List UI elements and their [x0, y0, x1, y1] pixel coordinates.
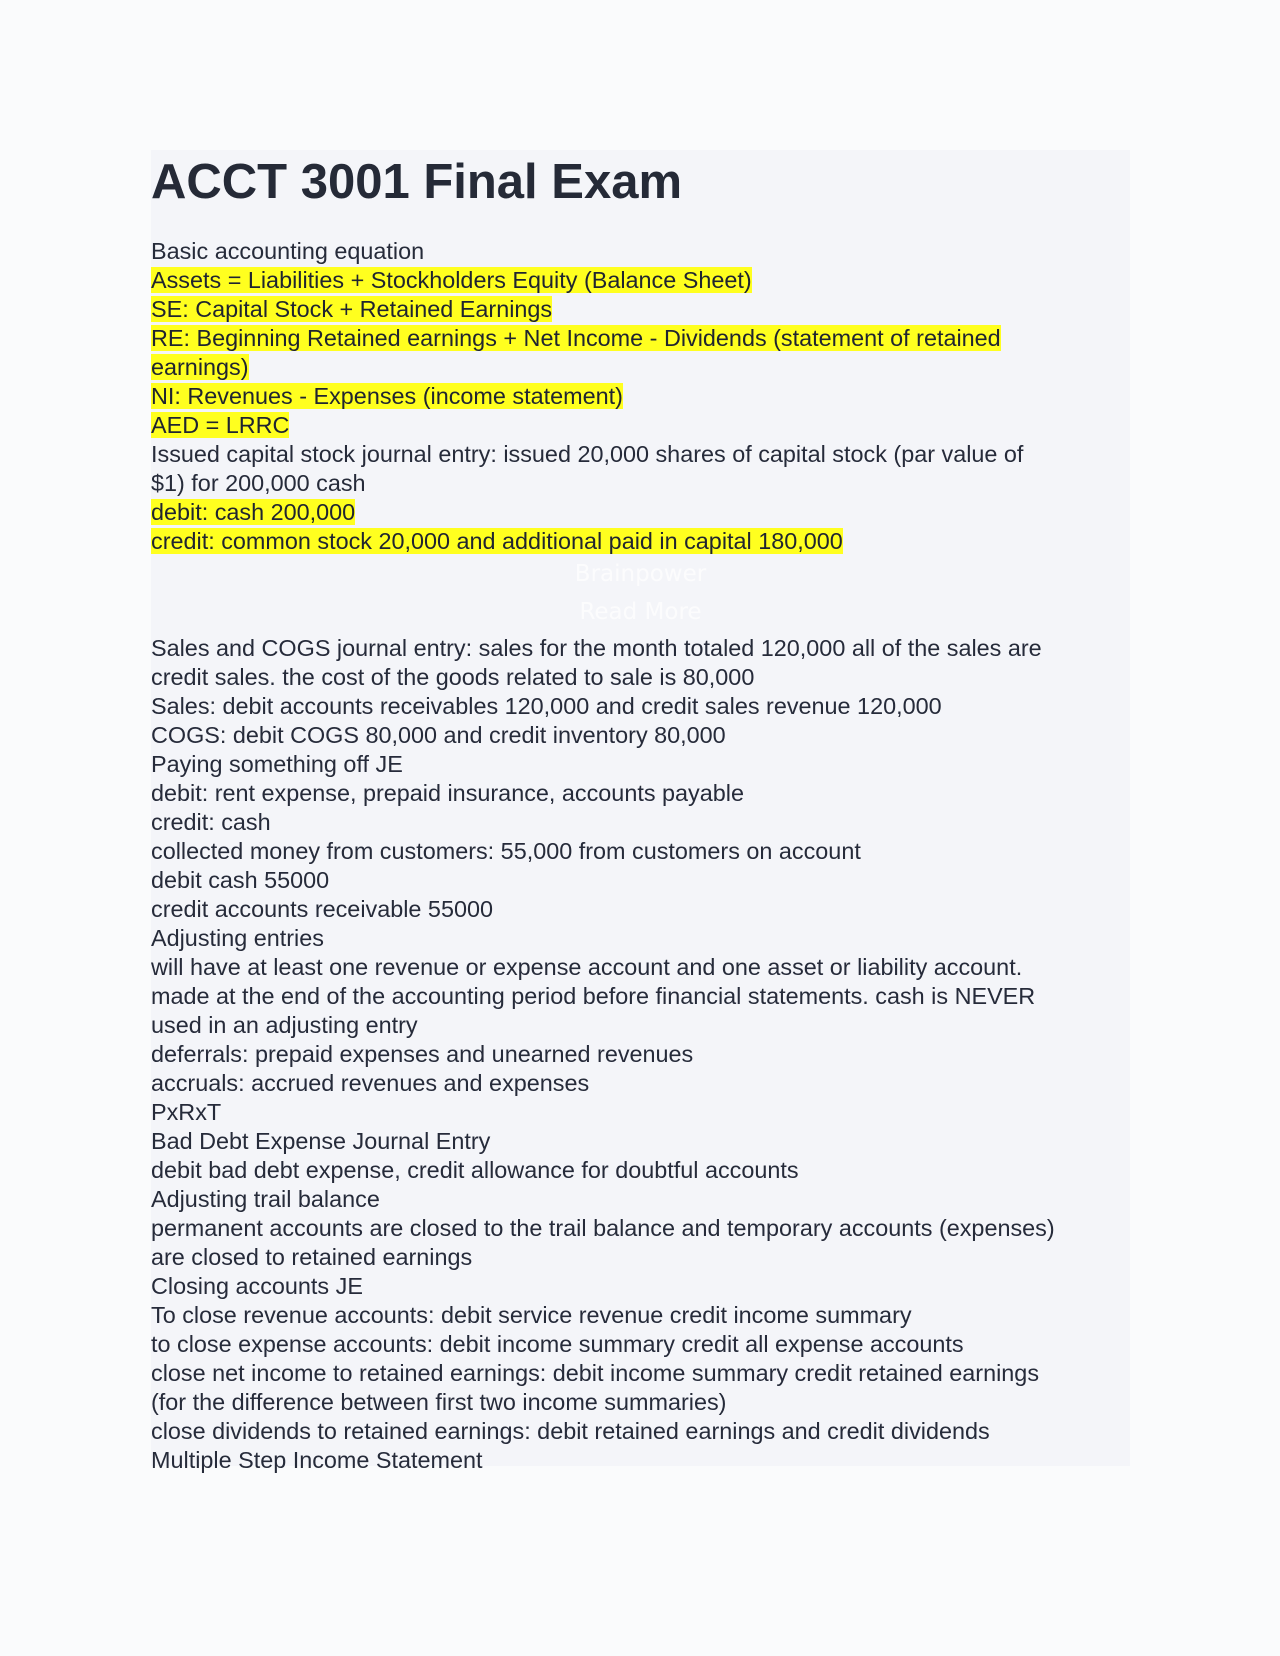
text-line: Adjusting entries — [151, 925, 324, 951]
text-line: debit: rent expense, prepaid insurance, accounts payable — [151, 780, 744, 806]
text-line: close net income to retained earnings: debit income summary credit retained earnings — [151, 1360, 1040, 1386]
text-line: Bad Debt Expense Journal Entry — [151, 1128, 491, 1154]
text-line: credit accounts receivable 55000 — [151, 896, 493, 922]
highlighted-text: credit: common stock 20,000 and additional paid in capital 180,000 — [151, 528, 843, 554]
text-line: debit cash 55000 — [151, 867, 330, 893]
text-line — [151, 266, 1130, 295]
text-line: to close expense accounts: debit income summary credit all expense accounts — [151, 1331, 964, 1357]
text-line: collected money from customers: 55,000 from customers on account — [151, 838, 861, 864]
highlighted-text: debit: cash 200,000 — [151, 499, 356, 525]
text-line — [151, 527, 1130, 556]
text-line — [151, 353, 1130, 382]
document-title: ACCT 3001 Final Exam — [151, 155, 683, 209]
text-line: Multiple Step Income Statement — [151, 1447, 483, 1473]
overlay-brand: Brainpower — [574, 561, 707, 587]
read-more-link[interactable]: Read More — [579, 599, 702, 625]
preview-overlay — [151, 556, 1130, 634]
text-line: used in an adjusting entry — [151, 1012, 418, 1038]
text-line — [151, 440, 1130, 469]
text-line — [151, 324, 1130, 353]
equations-section — [151, 237, 1130, 556]
document-body — [151, 237, 1130, 1475]
text-line — [151, 382, 1130, 411]
line-text: Basic accounting equation — [151, 238, 425, 264]
text-line: Closing accounts JE — [151, 1273, 363, 1299]
text-line: To close revenue accounts: debit service revenue credit income summary — [151, 1302, 912, 1328]
line-text: Issued capital stock journal entry: issued 20,000 shares of capital stock (par value of — [151, 441, 1024, 467]
text-line: (for the difference between first two income summaries) — [151, 1389, 727, 1415]
highlighted-text: AED = LRRC — [151, 412, 290, 438]
text-line: accruals: accrued revenues and expenses — [151, 1070, 590, 1096]
text-line — [151, 411, 1130, 440]
highlighted-text: Assets = Liabilities + Stockholders Equity (Balance Sheet) — [151, 267, 752, 293]
text-line: Sales and COGS journal entry: sales for the month totaled 120,000 all of the sales are — [151, 635, 1042, 661]
journal-entries-section — [151, 634, 1130, 1475]
text-line — [151, 469, 1130, 498]
text-line — [151, 295, 1130, 324]
text-line: credit: cash — [151, 809, 271, 835]
text-line — [151, 237, 1130, 266]
text-line: deferrals: prepaid expenses and unearned revenues — [151, 1041, 694, 1067]
text-line: will have at least one revenue or expense account and one asset or liability account. — [151, 954, 1023, 980]
text-line: made at the end of the accounting period before financial statements. cash is NEVER — [151, 983, 1036, 1009]
text-line: are closed to retained earnings — [151, 1244, 473, 1270]
text-line — [151, 498, 1130, 527]
text-line: permanent accounts are closed to the trail balance and temporary accounts (expenses) — [151, 1215, 1055, 1241]
text-line: Paying something off JE — [151, 751, 403, 777]
text-line: debit bad debt expense, credit allowance for doubtful accounts — [151, 1157, 799, 1183]
text-line: PxRxT — [151, 1099, 222, 1125]
line-text: $1) for 200,000 cash — [151, 470, 366, 496]
highlighted-text: NI: Revenues - Expenses (income statement) — [151, 383, 623, 409]
text-line: COGS: debit COGS 80,000 and credit inventory 80,000 — [151, 722, 726, 748]
highlighted-text: RE: Beginning Retained earnings + Net Income - Dividends (statement of retained — [151, 325, 1001, 351]
highlighted-text: earnings) — [151, 354, 249, 380]
highlighted-text: SE: Capital Stock + Retained Earnings — [151, 296, 553, 322]
text-line: close dividends to retained earnings: debit retained earnings and credit dividends — [151, 1418, 990, 1444]
text-line: credit sales. the cost of the goods related to sale is 80,000 — [151, 664, 755, 690]
text-line: Sales: debit accounts receivables 120,000 and credit sales revenue 120,000 — [151, 693, 942, 719]
text-line: Adjusting trail balance — [151, 1186, 380, 1212]
